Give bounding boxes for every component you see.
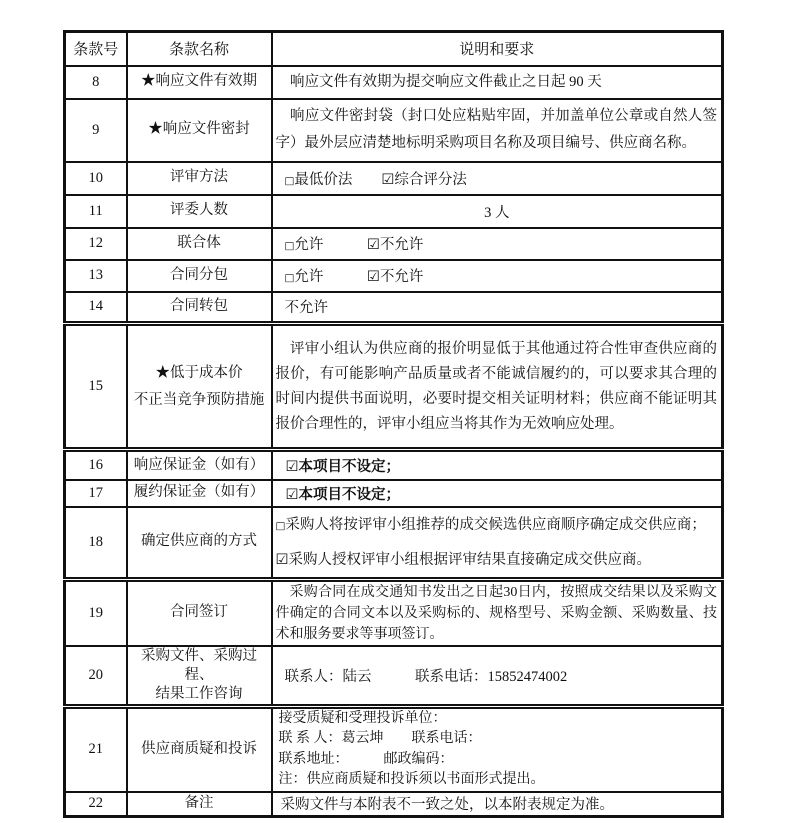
term-name-cell <box>127 195 272 228</box>
term-number-cell: 17 <box>65 480 127 507</box>
term-name-cell <box>127 260 272 292</box>
term-name-cell <box>127 292 272 324</box>
term-name-cell <box>127 646 272 707</box>
header-term-name: 条款名称 <box>127 32 272 66</box>
term-name-text: 备注 <box>184 795 214 812</box>
checkbox-checked-icon: ☑ <box>285 486 299 503</box>
term-name-text: 合同分包 <box>170 266 228 283</box>
term-name-cell <box>127 480 272 507</box>
table-row <box>65 260 723 292</box>
checkbox-unchecked-icon: □ <box>284 174 295 187</box>
term-description-text: 联系人：陆云 联系电话：15852474002 <box>284 668 568 685</box>
term-name-cell <box>127 162 272 195</box>
term-description-cell <box>272 260 723 292</box>
table-row <box>65 480 723 507</box>
term-description-text: ☑本项目不设定； <box>285 458 400 475</box>
table-row <box>65 99 723 162</box>
term-name-text: 不正当竞争预防措施 <box>133 391 265 408</box>
term-description-text: 联 系 人：葛云坤 联系电话： <box>278 731 482 747</box>
term-description-text: 注：供应商质疑和投诉须以书面形式提出。 <box>278 772 545 788</box>
table-row <box>65 228 723 260</box>
table-row <box>65 450 723 480</box>
term-number-cell: 11 <box>65 195 127 228</box>
term-name-cell <box>127 99 272 162</box>
term-number-cell: 8 <box>65 66 127 99</box>
term-description-cell <box>272 579 723 646</box>
checkbox-checked-icon: ☑ <box>366 237 380 253</box>
term-description-text: 联系地址： 邮政编码： <box>278 751 454 767</box>
table-row <box>65 324 723 450</box>
table-row <box>65 646 723 707</box>
term-name-text: ★响应文件密封 <box>148 121 250 138</box>
term-description-cell <box>272 66 723 99</box>
table-row <box>65 162 723 195</box>
term-description-text: 响应文件有效期为提交响应文件截止之日起 90 天 <box>290 74 602 90</box>
term-name-text: 合同签订 <box>170 604 228 621</box>
checkbox-unchecked-icon: □ <box>284 240 295 252</box>
term-name-text: 供应商质疑和投诉 <box>141 741 257 758</box>
term-description-cell <box>272 228 723 260</box>
term-number-cell: 19 <box>65 579 127 646</box>
term-description-text: □允许 ☑不允许 <box>284 237 424 253</box>
table-header-row <box>65 32 723 66</box>
term-name-text: 采购文件、采购过程、 <box>141 647 257 683</box>
term-description-cell <box>272 706 723 792</box>
term-description-text: □最低价法 ☑综合评分法 <box>284 171 467 188</box>
term-name-text: ★低于成本价 <box>155 364 243 381</box>
term-name-text: 评委人数 <box>170 202 228 219</box>
table-row <box>65 292 723 324</box>
term-name-cell <box>127 228 272 260</box>
term-number-cell: 15 <box>65 324 127 450</box>
checkbox-checked-icon: ☑ <box>285 458 299 475</box>
table-row <box>65 579 723 646</box>
term-description-cell <box>272 292 723 324</box>
term-description-cell <box>272 99 723 162</box>
term-number-cell: 10 <box>65 162 127 195</box>
term-description-cell <box>272 507 723 580</box>
term-name-text: ★响应文件有效期 <box>141 73 257 90</box>
term-name-text: 联合体 <box>177 234 221 251</box>
header-term-number: 条款号 <box>65 32 127 66</box>
checkbox-checked-icon: ☑ <box>366 269 380 285</box>
term-name-text: 履约保证金（如有） <box>133 484 265 501</box>
term-name-text: 响应保证金（如有） <box>133 456 265 473</box>
term-name-text: 合同转包 <box>170 298 228 315</box>
term-number-cell: 22 <box>65 792 127 816</box>
term-name-cell <box>127 706 272 792</box>
term-description-text: 采购文件与本附表不一致之处，以本附表规定为准。 <box>280 797 614 814</box>
term-number-cell: 14 <box>65 292 127 324</box>
term-name-text: 确定供应商的方式 <box>141 533 257 550</box>
term-description-cell <box>272 480 723 507</box>
term-name-cell <box>127 66 272 99</box>
term-description-cell <box>272 646 723 707</box>
term-number-cell: 21 <box>65 706 127 792</box>
procurement-terms-table <box>63 30 724 818</box>
table-row <box>65 66 723 99</box>
table-row <box>65 507 723 580</box>
term-description-cell <box>272 324 723 450</box>
term-name-cell <box>127 450 272 480</box>
term-description-text: 3 人 <box>484 204 510 221</box>
term-name-text: 结果工作咨询 <box>155 685 243 702</box>
term-name-cell <box>127 579 272 646</box>
term-name-cell <box>127 507 272 580</box>
term-name-cell <box>127 792 272 816</box>
checkbox-checked-icon: ☑ <box>275 551 289 568</box>
checkbox-checked-icon: ☑ <box>381 171 395 188</box>
table-row <box>65 706 723 792</box>
term-number-cell: 18 <box>65 507 127 580</box>
term-number-cell: 20 <box>65 646 127 707</box>
term-description-text: 响应文件密封袋（封口处应粘贴牢固，并加盖单位公章或自然人签字）最外层应清楚地标明采购项目名称及项目编号、供应商名称。 <box>275 108 717 151</box>
term-description-text: 不允许 <box>284 300 328 317</box>
term-description-cell <box>272 195 723 228</box>
term-description-text: 接受质疑和受理投诉单位： <box>278 710 447 726</box>
term-description-text: 采购合同在成交通知书发出之日起30日内，按照成交结果以及采购文件确定的合同文本以及采购标的、规格型号、采购金额、采购数量、技术和服务要求等事项签订。 <box>275 584 717 642</box>
term-description-text: □采购人将按评审小组推荐的成交候选供应商顺序确定成交供应商； <box>275 516 706 533</box>
term-description-cell <box>272 792 723 816</box>
term-description-cell <box>272 450 723 480</box>
term-description-text: □允许 ☑不允许 <box>284 269 424 285</box>
table-row <box>65 195 723 228</box>
term-number-cell: 9 <box>65 99 127 162</box>
term-number-cell: 13 <box>65 260 127 292</box>
term-number-cell: 16 <box>65 450 127 480</box>
term-description-text: ☑本项目不设定； <box>285 486 400 503</box>
term-description-text: 评审小组认为供应商的报价明显低于其他通过符合性审查供应商的报价，有可能影响产品质量或者不能诚信履约的，可以要求其合理的时间内提供书面说明，必要时提交相关证明材料；供应商不能证明其报价合理性的，评审小组应当将其作为无效响应处理。 <box>275 340 717 432</box>
header-term-description: 说明和要求 <box>272 32 723 66</box>
checkbox-unchecked-icon: □ <box>275 519 286 532</box>
term-name-cell <box>127 324 272 450</box>
term-description-text: ☑采购人授权评审小组根据评审结果直接确定成交供应商。 <box>275 551 651 568</box>
term-number-cell: 12 <box>65 228 127 260</box>
terms-table-body <box>65 66 723 817</box>
checkbox-unchecked-icon: □ <box>284 272 295 284</box>
term-description-cell <box>272 162 723 195</box>
table-row <box>65 792 723 816</box>
term-name-text: 评审方法 <box>170 169 228 186</box>
